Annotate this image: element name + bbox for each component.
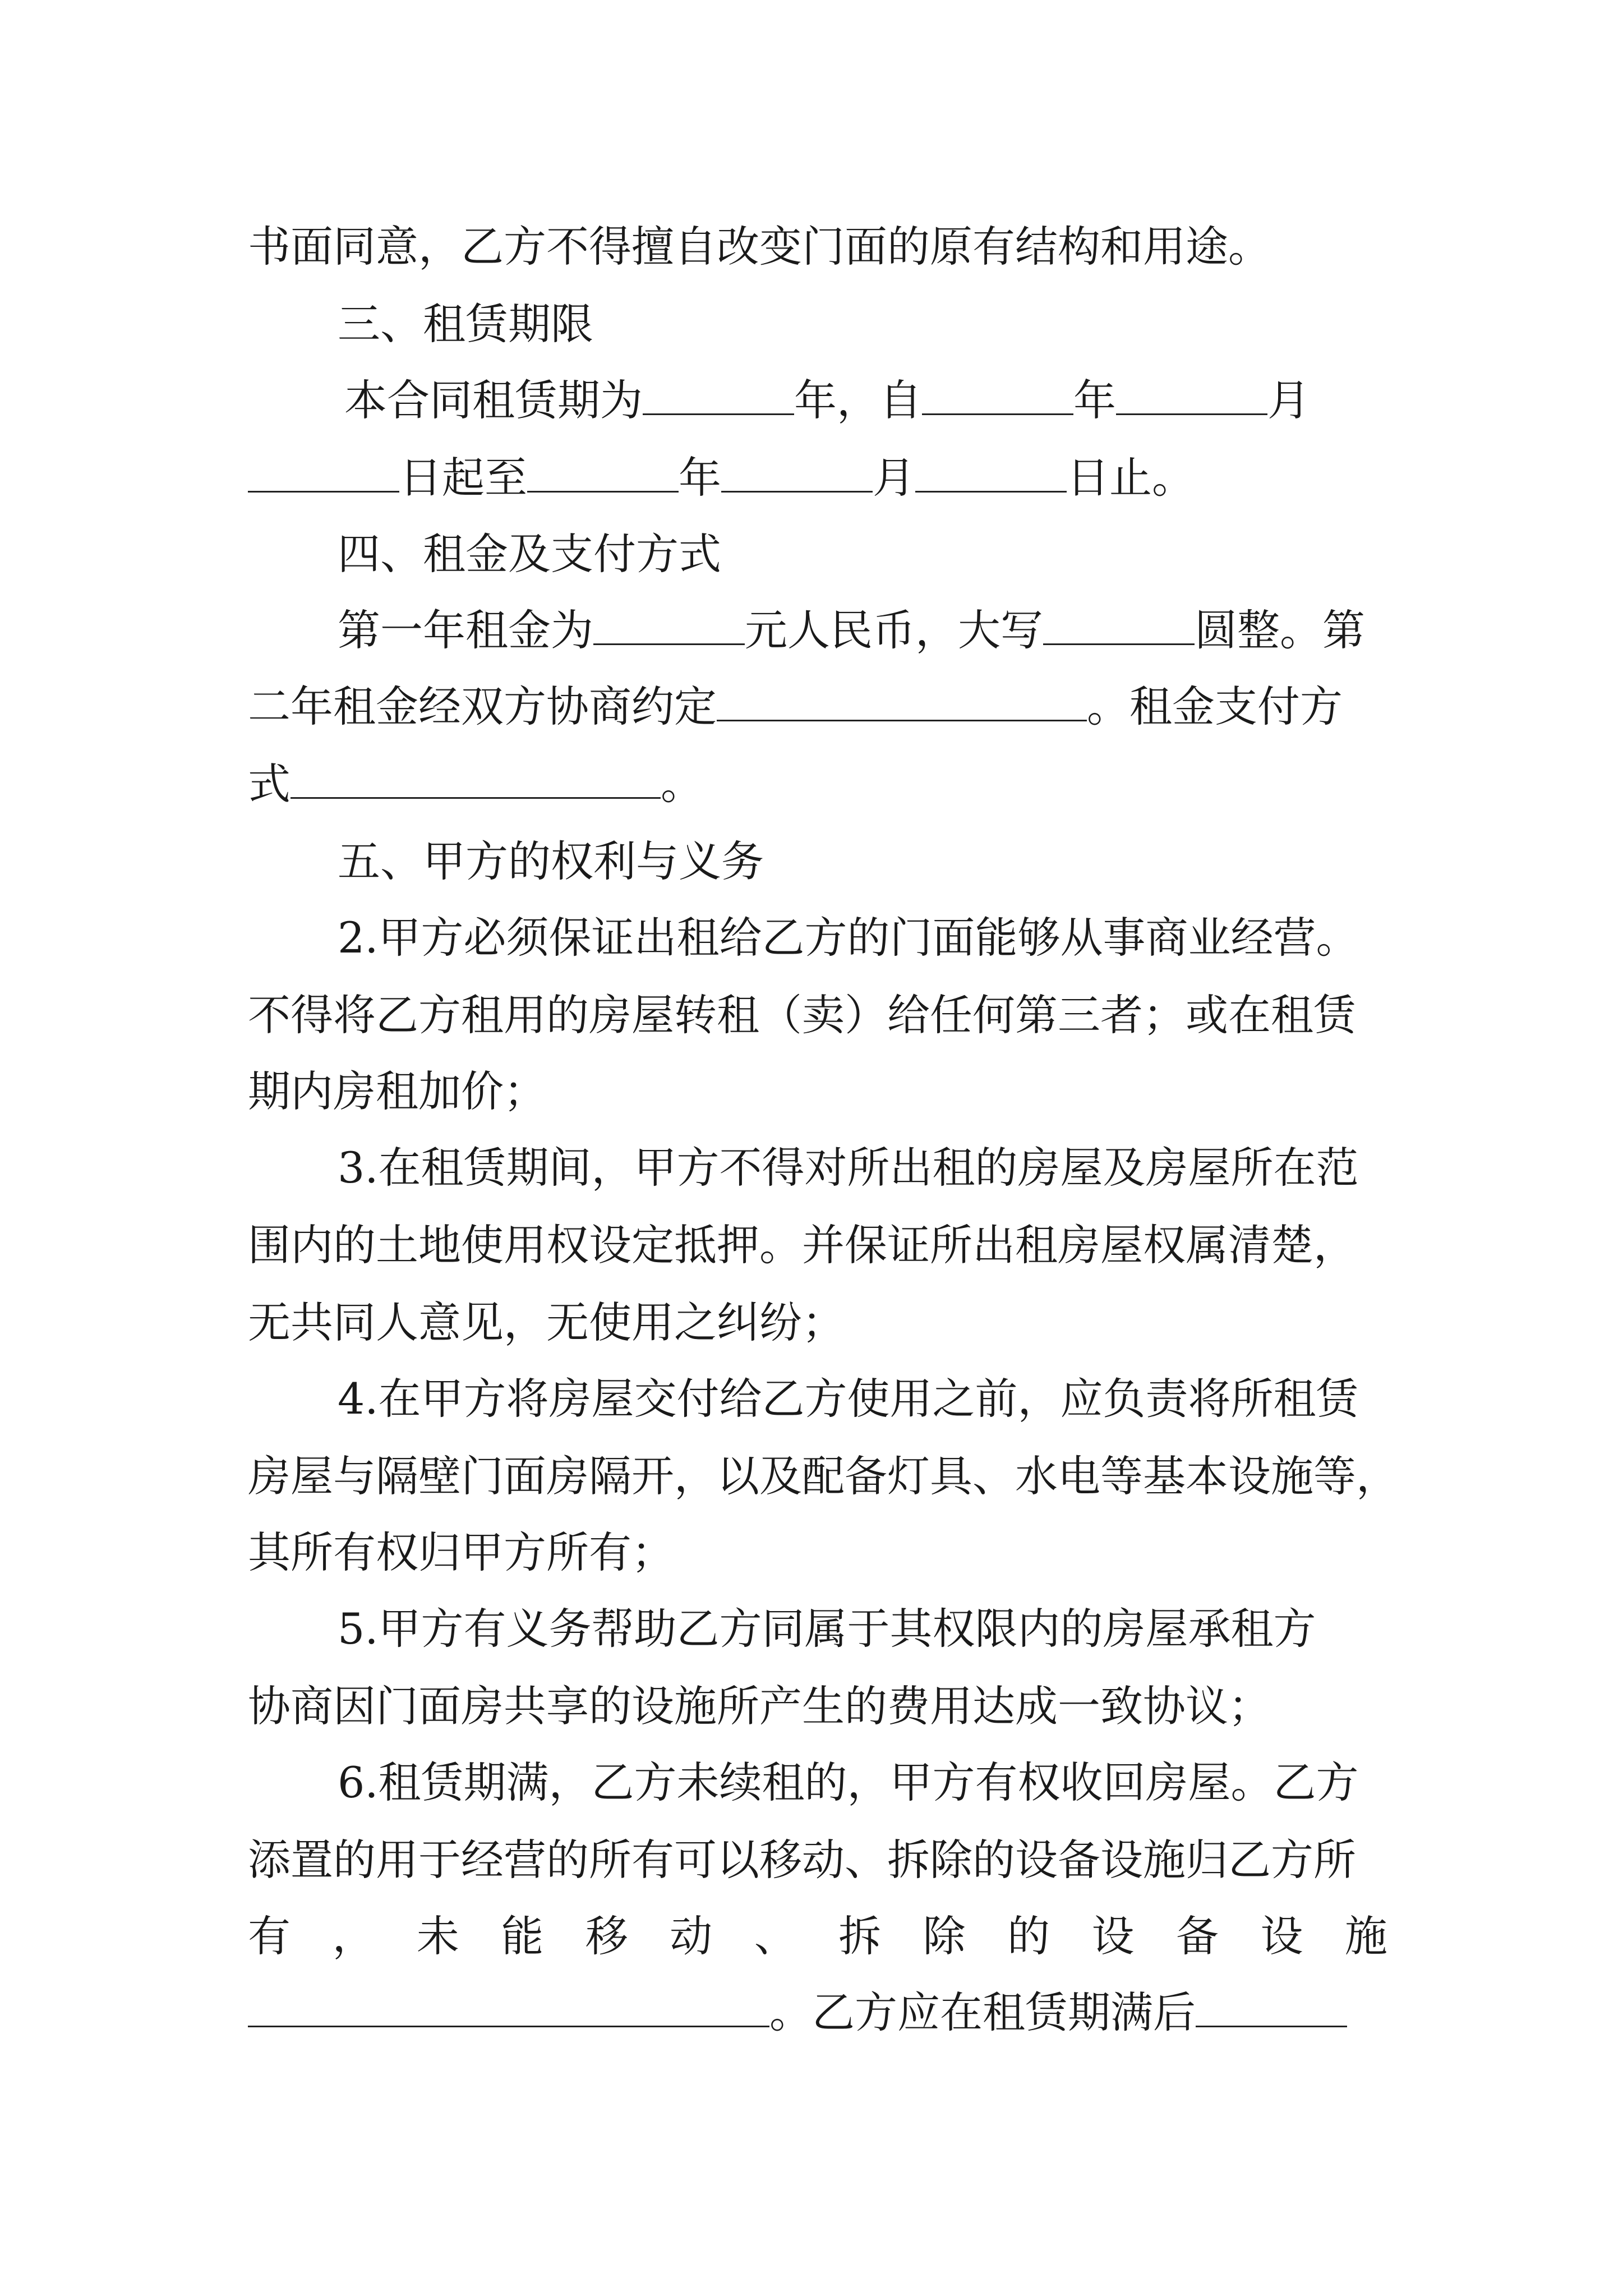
paragraph-line: 协商因门面房共享的设施所产生的费用达成一致协议； — [248, 1681, 1271, 1731]
fill-in-blank[interactable] — [1116, 374, 1267, 415]
paragraph-line: 围内的土地使用权设定抵押。并保证所出租房屋权属清楚， — [248, 1220, 1356, 1270]
paragraph-line: 5.甲方有义务帮助乙方同属于其权限内的房屋承租方 — [338, 1604, 1316, 1654]
char: 、 — [754, 1911, 797, 1961]
text-segment: 日止。 — [1067, 453, 1195, 503]
paragraph-line: 房屋与隔壁门面房隔开，以及配备灯具、水电等基本设施等， — [248, 1451, 1399, 1501]
fill-in-blank[interactable] — [721, 452, 873, 493]
paragraph-line — [248, 757, 703, 811]
paragraph-line — [338, 604, 1365, 657]
fill-in-blank[interactable] — [1043, 604, 1195, 645]
paragraph-line: 期内房租加价； — [248, 1066, 546, 1116]
char: 动 — [670, 1911, 713, 1961]
paragraph-line: 添置的用于经营的所有可以移动、拆除的设备设施归乙方所 — [248, 1835, 1356, 1885]
text-segment: 年 — [1073, 375, 1116, 425]
fill-in-blank[interactable] — [643, 374, 794, 415]
text-segment: 本合同租赁期为 — [344, 375, 643, 425]
fill-in-blank[interactable] — [593, 604, 745, 645]
char: 移 — [585, 1911, 628, 1961]
char: ， — [332, 1911, 375, 1961]
fill-in-blank[interactable] — [248, 1986, 769, 2027]
section-heading-lease-term: 三、租赁期限 — [338, 299, 593, 349]
paragraph-line: 6.租赁期满，乙方未续租的，甲方有权收回房屋。乙方 — [338, 1757, 1359, 1807]
text-segment: 。 — [661, 759, 703, 809]
paragraph-line: 不得将乙方租用的房屋转租（卖）给任何第三者；或在租赁 — [248, 990, 1356, 1040]
fill-in-blank[interactable] — [922, 374, 1073, 415]
char: 除 — [923, 1911, 966, 1961]
paragraph-line — [248, 451, 1195, 505]
char: 拆 — [838, 1911, 882, 1961]
fill-in-blank[interactable] — [1196, 1986, 1347, 2027]
text-segment: 月 — [1267, 375, 1310, 425]
fill-in-blank[interactable] — [291, 758, 661, 799]
char: 施 — [1344, 1911, 1387, 1961]
text-segment: 年 — [679, 453, 721, 503]
char: 的 — [1007, 1911, 1050, 1961]
paragraph-line: 书面同意，乙方不得擅自改变门面的原有结构和用途。 — [248, 222, 1271, 272]
char: 未 — [416, 1911, 459, 1961]
char: 有 — [248, 1911, 291, 1961]
section-heading-lessor-duties: 五、甲方的权利与义务 — [338, 836, 764, 886]
text-segment: 第一年租金为 — [338, 605, 593, 655]
text-segment: 月 — [873, 453, 915, 503]
paragraph-line — [248, 1986, 1347, 2040]
paragraph-line: 无共同人意见，无使用之纠纷； — [248, 1297, 845, 1347]
text-segment: 式 — [248, 759, 291, 809]
paragraph-line: 4.在甲方将房屋交付给乙方使用之前，应负责将所租赁 — [338, 1374, 1359, 1424]
text-segment: 日起至 — [399, 453, 527, 503]
fill-in-blank[interactable] — [527, 452, 679, 493]
char: 备 — [1175, 1911, 1219, 1961]
text-segment: 年，自 — [794, 375, 922, 425]
fill-in-blank[interactable] — [915, 452, 1067, 493]
paragraph-line — [344, 374, 1310, 427]
paragraph-line: 其所有权归甲方所有； — [248, 1527, 674, 1577]
char: 设 — [1260, 1911, 1303, 1961]
text-segment: 。乙方应在租赁期满后 — [769, 1987, 1196, 2037]
text-segment: 二年租金经双方协商约定 — [248, 682, 717, 731]
text-segment: 元人民币，大写 — [745, 605, 1043, 655]
char: 设 — [1091, 1911, 1135, 1961]
fill-in-blank[interactable] — [248, 452, 399, 493]
section-heading-rent: 四、租金及支付方式 — [338, 529, 721, 579]
paragraph-line: 2.甲方必须保证出租给乙方的门面能够从事商业经营。 — [338, 913, 1359, 963]
char: 能 — [501, 1911, 544, 1961]
paragraph-line: 3.在租赁期间，甲方不得对所出租的房屋及房屋所在范 — [338, 1143, 1359, 1193]
justified-line — [248, 1910, 1387, 1963]
fill-in-blank[interactable] — [717, 680, 1087, 721]
text-segment: 圆整。第 — [1195, 605, 1365, 655]
text-segment: 。租金支付方 — [1087, 682, 1343, 731]
paragraph-line — [248, 680, 1343, 734]
